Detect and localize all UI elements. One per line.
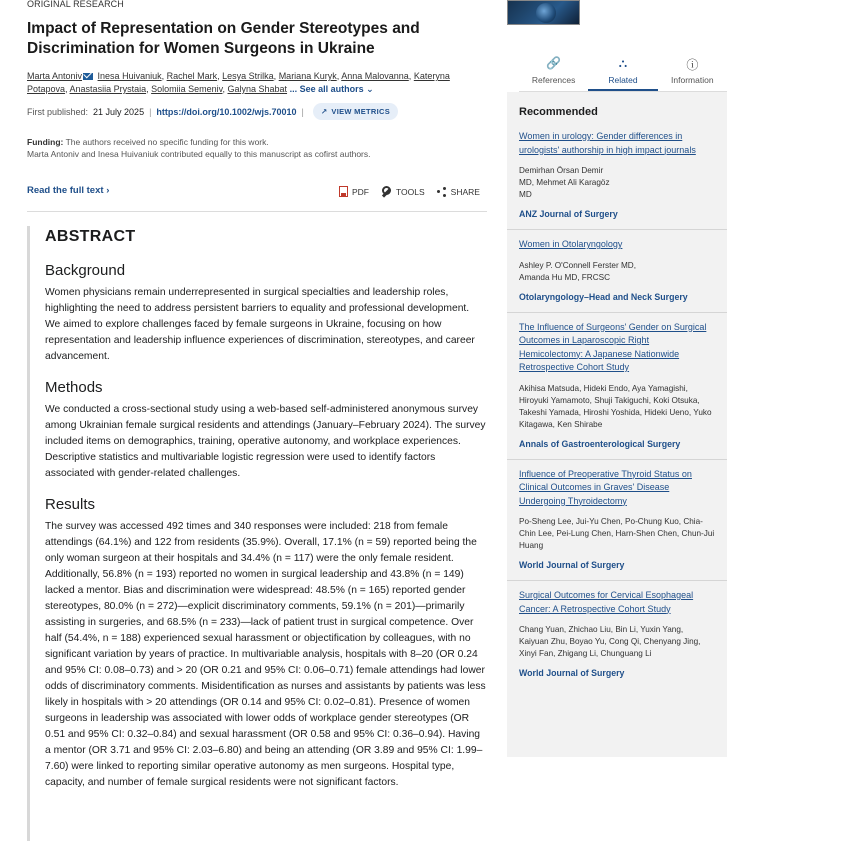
recommended-title-link[interactable]: Women in Otolaryngology: [519, 239, 623, 249]
author-link[interactable]: Anastasiia Prystaia: [69, 84, 147, 94]
article-toolbar: [339, 186, 480, 197]
info-icon: ⓘ: [686, 58, 699, 72]
author-link[interactable]: Mariana Kuryk: [278, 71, 337, 81]
recommended-heading: Recommended: [519, 106, 598, 118]
recommended-authors: Chang Yuan, Zhichao Liu, Bin Li, Yuxin Yang, Kaiyuan Zhu, Boyao Yu, Cong Qi, Chenyang Jing, Xinyi Fan, Zhigang Li, Chunguang Li: [519, 625, 701, 658]
methods-heading: Methods: [45, 379, 103, 396]
results-text: The survey was accessed 492 times and 340 responses were included: 218 from female attendings (64.1%) and 122 from residents (35.9%). Overall, 17.1% (n = 59) reported being the only woman surgeon at their hospitals and 34.4% (n = 117) were the only female resident. Additionally, 56.8% (n = 193) reported no women in surgical leadership and 43.8% (n = 149) lacked a mentor. Bias and discrimination were widespread: 48.5% (n = 165) reported gender stereotypes, 80.0% (n = 272)—explicit discriminatory comments, 59.1% (n = 201)—primarily assisting in surgeries, and 68.5% (n = 233)—lack of patient trust in surgical competence. Over half (54.4%, n = 188) experienced sexual harassment or objectification by colleagues, with no significant variation by years of practice. In multivariable analysis, hospitals with 8–20 (OR 0.24 and 95% CI: 0.08–0.73) and > 20 (OR 0.21 and 95% CI: 0.06–0.71) female attendings had lower odds of discriminatory comments. Misidentification as nurses and assistants by patients was less likely in hospitals with > 20 attendings (OR 0.14 and 95% CI: 0.02–0.81). Presence of women surgeons in leadership was associated with lower odds of workplace gender stereotypes (OR 0.51 and 95% CI: 0.32–0.84) and sexual harassment (OR 0.58 and 95% CI: 0.36–0.94). Having a mentor (OR 3.71 and 95% CI: 2.03–6.80) and being an attending (OR 3.89 and 95% CI: 1.99–7.60) were linked to reporting similar operative autonomy as men surgeons. Hospital type, capacity, and number of female surgical residents were not significant factors.: [45, 521, 486, 788]
background-heading: Background: [45, 262, 126, 279]
author-link[interactable]: Kateryna Potapova: [27, 71, 450, 94]
list-item: [507, 460, 727, 582]
author-link[interactable]: Rachel Mark: [166, 71, 218, 81]
recommended-authors: Ashley P. O'Connell Ferster MD, Amanda Hu MD, FRCSC: [519, 260, 636, 282]
read-full-text-link[interactable]: Read the full text ›: [27, 185, 110, 196]
see-all-authors-link[interactable]: ... See all authors ⌄: [289, 84, 374, 94]
chevron-down-icon: ⌄: [366, 84, 374, 94]
chevron-right-icon: ›: [106, 185, 110, 196]
recommended-title-link[interactable]: Surgical Outcomes for Cervical Esophageal Cancer: A Retrospective Cohort Study: [519, 590, 694, 614]
first-published-date: 21 July 2025: [93, 106, 145, 117]
trend-icon: ↗: [320, 107, 328, 116]
tab-information[interactable]: ⓘ Information: [658, 52, 727, 91]
recommended-journal[interactable]: Annals of Gastroenterological Surgery: [519, 438, 681, 449]
recommended-title-link[interactable]: Women in urology: Gender differences in urologists' authorship in high impact journals: [519, 131, 696, 155]
tab-related[interactable]: ⛬ Related: [588, 52, 657, 91]
wrench-icon: [381, 186, 392, 197]
recommended-journal[interactable]: World Journal of Surgery: [519, 560, 625, 570]
pdf-icon: [339, 186, 348, 197]
share-button[interactable]: SHARE: [437, 187, 480, 197]
background-text: Women physicians remain underrepresented in surgical specialties and leadership roles, highlighting the need to address persistent barriers to equality and professional development. We aimed to explore challenges faced by female surgeons in Ukraine, focusing on how representation and leadership influence experiences of discrimination, stereotypes, and career advancement.: [45, 287, 475, 362]
author-link[interactable]: Lesya Strilka: [222, 71, 274, 81]
article-type: ORIGINAL RESEARCH: [27, 0, 124, 9]
author-link[interactable]: Solomiia Semeniv: [151, 84, 223, 94]
recommended-title-link[interactable]: Influence of Preoperative Thyroid Status on Clinical Outcomes in Graves' Disease Undergoing Thyroidectomy: [519, 468, 692, 506]
recommended-journal[interactable]: ANZ Journal of Surgery: [519, 209, 618, 219]
publication-meta: First published: 21 July 2025 | https://doi.org/10.1002/wjs.70010 | ↗ VIEW METRICS: [27, 103, 487, 120]
tools-button[interactable]: TOOLS: [381, 186, 425, 197]
pdf-button[interactable]: PDF: [339, 186, 369, 197]
author-link[interactable]: Marta Antoniv: [27, 71, 83, 81]
recommended-authors: Akihisa Matsuda, Hideki Endo, Aya Yamagishi, Hiroyuki Yamamoto, Shuji Takiguchi, Koki Otsuka, Takeshi Yamada, Hiroshi Yoshida, Hideki Ueno, Yuko Kitagawa, Ken Shirabe: [519, 383, 712, 429]
abstract-heading: ABSTRACT: [45, 228, 136, 245]
share-icon: [437, 187, 447, 197]
doi-link[interactable]: https://doi.org/10.1002/wjs.70010: [156, 106, 297, 117]
methods-text: We conducted a cross-sectional study using a web-based self-administered anonymous survey among Ukrainian female surgical residents and attendings (January–February 2024). The survey included items on demographics, training, operative autonomy, and workplace experiences. Descriptive statistics and multivariable logistic regression were used to identify factors associated with gender-related challenges.: [45, 404, 486, 479]
sidebar-tabs: [519, 52, 727, 92]
view-metrics-button[interactable]: ↗ VIEW METRICS: [313, 103, 398, 120]
divider: [27, 211, 487, 212]
results-heading: Results: [45, 496, 96, 513]
abstract-section: [27, 226, 487, 841]
article-title: Impact of Representation on Gender Stereotypes and Discrimination for Women Surgeons in Ukraine: [27, 20, 420, 57]
related-icon: ⛬: [618, 56, 628, 70]
list-item: [507, 581, 727, 688]
cofirst-note: Marta Antoniv and Inesa Huivaniuk contributed equally to this manuscript as cofirst authors.: [27, 149, 371, 159]
email-icon[interactable]: [83, 73, 93, 80]
journal-cover-thumbnail[interactable]: [507, 0, 580, 25]
list-item: [507, 230, 727, 313]
recommended-journal[interactable]: Otolaryngology–Head and Neck Surgery: [519, 291, 688, 302]
author-list: Marta Antoniv Inesa Huivaniuk, Rachel Mark, Lesya Strilka, Mariana Kuryk, Anna Malovanna, Kateryna Potapova, Anastasiia Prystaia, Solomiia Semeniv, Galyna Shabat ... See all authors ⌄: [27, 71, 450, 94]
recommended-journal[interactable]: World Journal of Surgery: [519, 668, 625, 678]
list-item: [507, 126, 727, 230]
author-link[interactable]: Anna Malovanna: [341, 71, 409, 81]
recommended-authors: Demirhan Örsan Demir MD, Mehmet Ali Karagöz MD: [519, 166, 610, 199]
recommended-authors: Po-Sheng Lee, Jui-Yu Chen, Po-Chung Kuo, Chia-Chin Lee, Pei-Lung Chen, Harn-Shen Chen, Chun-Jui Huang: [519, 517, 715, 550]
funding-note: Funding: The authors received no specific funding for this work. Marta Antoniv and Inesa Huivaniuk contributed equally to this manuscript as cofirst authors.: [27, 136, 487, 160]
recommended-title-link[interactable]: The Influence of Surgeons' Gender on Surgical Outcomes in Laparoscopic Right Hemicolectomy: A Japanese Nationwide Retrospective Cohort Study: [519, 321, 707, 372]
link-icon: 🔗: [546, 56, 562, 70]
first-published-label: First published:: [27, 106, 89, 117]
author-link[interactable]: Galyna Shabat: [227, 84, 288, 94]
recommended-panel: [507, 92, 727, 757]
list-item: [507, 313, 727, 460]
author-link[interactable]: Inesa Huivaniuk: [97, 71, 162, 81]
tab-references[interactable]: 🔗 References: [519, 52, 588, 91]
